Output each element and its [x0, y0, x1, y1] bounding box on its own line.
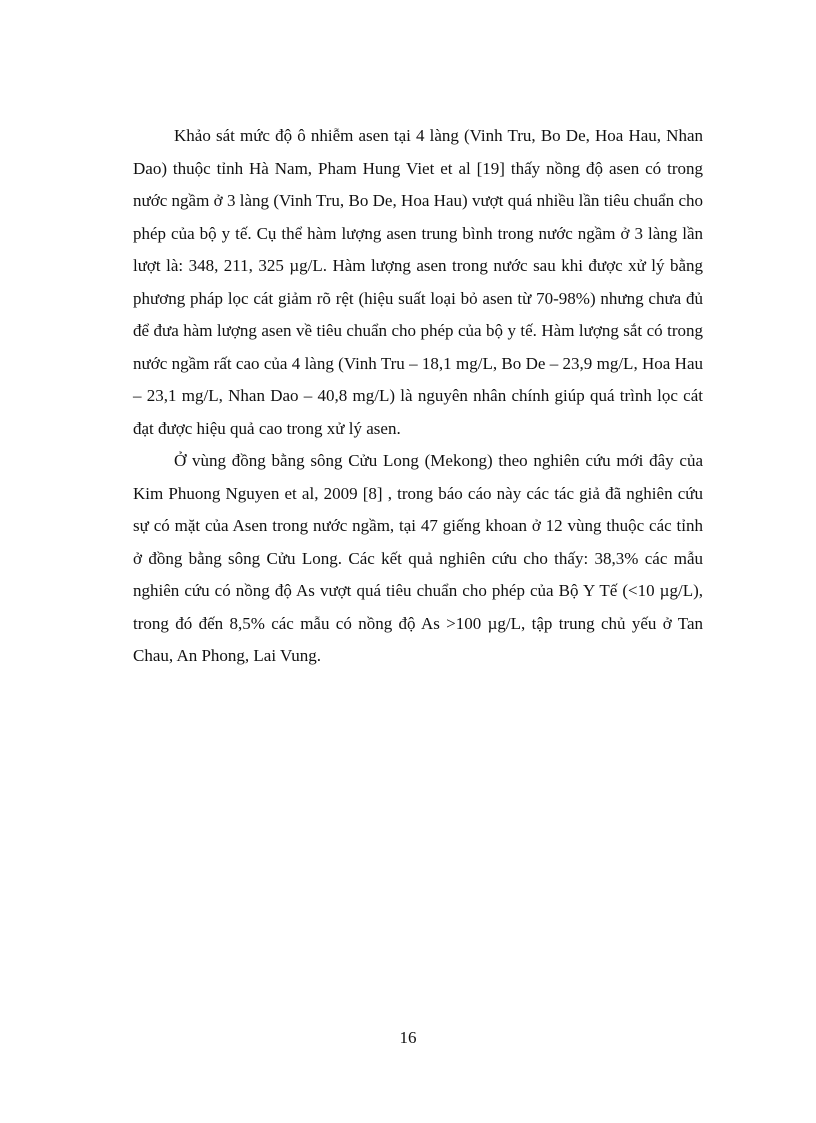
- paragraph-arsenic-ha-nam: Khảo sát mức độ ô nhiễm asen tại 4 làng (Vinh Tru, Bo De, Hoa Hau, Nhan Dao) thuộc tỉnh Hà Nam, Pham Hung Viet et al [19] thấy nồng độ asen có trong nước ngầm ở 3 làng (Vinh Tru, Bo De, Hoa Hau) vượt quá nhiều lần tiêu chuẩn cho phép của bộ y tế. Cụ thể hàm lượng asen trung bình trong nước ngầm ở 3 làng lần lượt là: 348, 211, 325 µg/L. Hàm lượng asen trong nước sau khi được xử lý bằng phương pháp lọc cát giảm rõ rệt (hiệu suất loại bỏ asen từ 70-98%) nhưng chưa đủ để đưa hàm lượng asen về tiêu chuẩn cho phép của bộ y tế. Hàm lượng sắt có trong nước ngầm rất cao của 4 làng (Vinh Tru – 18,1 mg/L, Bo De – 23,9 mg/L, Hoa Hau – 23,1 mg/L, Nhan Dao – 40,8 mg/L) là nguyên nhân chính giúp quá trình lọc cát đạt được hiệu quả cao trong xử lý asen.: [133, 126, 703, 438]
- paragraph-arsenic-mekong: Ở vùng đồng bằng sông Cửu Long (Mekong) theo nghiên cứu mới đây của Kim Phuong Nguyen et al, 2009 [8] , trong báo cáo này các tác giả đã nghiên cứu sự có mặt của Asen trong nước ngầm, tại 47 giếng khoan ở 12 vùng thuộc các tỉnh ở đồng bằng sông Cửu Long. Các kết quả nghiên cứu cho thấy: 38,3% các mẫu nghiên cứu có nồng độ As vượt quá tiêu chuẩn cho phép của Bộ Y Tế (<10 µg/L), trong đó đến 8,5% các mẫu có nồng độ As >100 µg/L, tập trung chủ yếu ở Tan Chau, An Phong, Lai Vung.: [133, 451, 703, 665]
- page-number: 16: [399, 1028, 417, 1047]
- body-text: [133, 120, 703, 673]
